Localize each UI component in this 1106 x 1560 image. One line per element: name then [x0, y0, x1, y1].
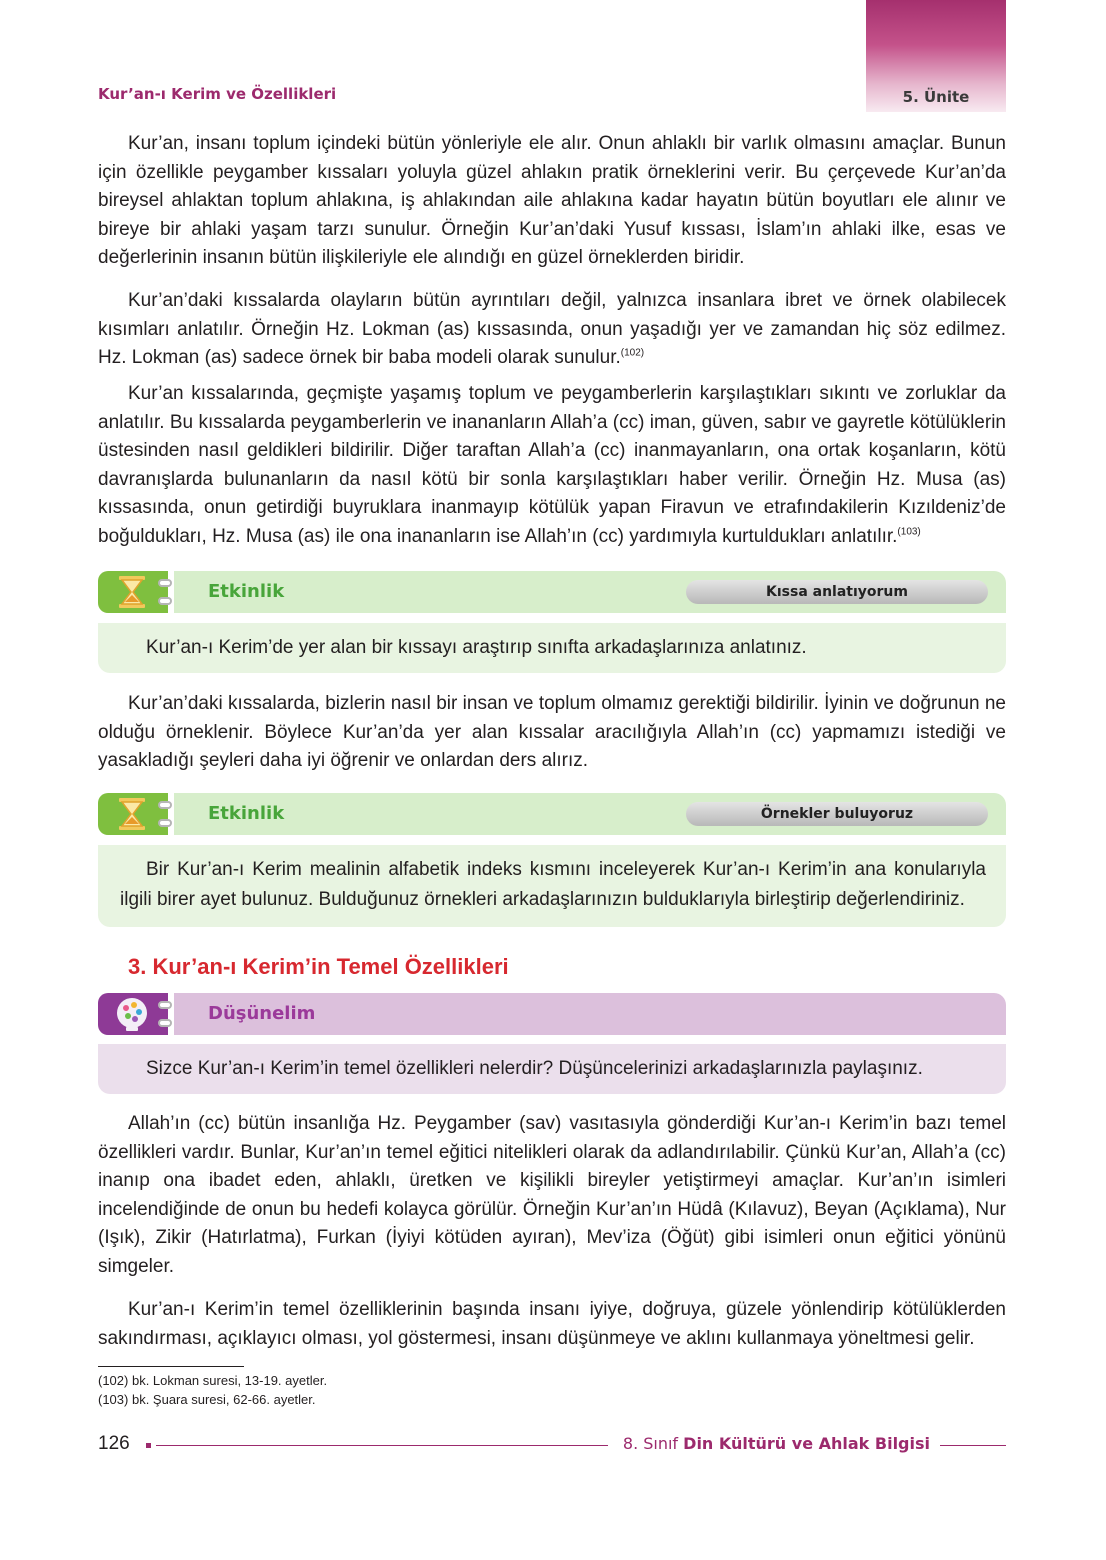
unit-label: 5. Ünite — [902, 88, 970, 106]
binder-ring — [158, 1019, 172, 1027]
activity-body: Kur’an-ı Kerim’de yer alan bir kıssayı araştırıp sınıfta arkadaşlarınıza anlatınız. — [98, 623, 1006, 673]
footer-rule-left — [156, 1445, 608, 1446]
binder-ring — [158, 597, 172, 605]
thinking-icon-box — [98, 993, 168, 1035]
thinking-label: Düşünelim — [208, 1003, 316, 1024]
footnote-ref[interactable]: (103) — [897, 526, 921, 538]
footer-book-title: 8. Sınıf Din Kültürü ve Ahlak Bilgisi — [622, 1434, 930, 1453]
activity-subtitle: Örnekler buluyoruz — [686, 802, 988, 826]
footer-dot — [146, 1443, 151, 1448]
chapter-title: Kur’an-ı Kerim ve Özellikleri — [98, 85, 337, 103]
section-heading: 3. Kur’an-ı Kerim’in Temel Özellikleri — [128, 954, 509, 979]
activity-icon-box — [98, 793, 168, 835]
footnote-rule — [98, 1366, 244, 1367]
footnote-ref[interactable]: (102) — [620, 347, 645, 359]
thinking-head-icon — [98, 993, 168, 1035]
binder-ring — [158, 579, 172, 587]
page-number: 126 — [98, 1433, 130, 1454]
paragraph-1: Kur’an, insanı toplum içindeki bütün yönleriyle ele alır. Onun ahlaklı bir varlık olmasını amaçlar. Bunun için özellikle peygamber kıssaları yoluyla güzel ahlakın pratik örneklerini verir. Bu çerçevede Kur’an’da bireysel ahlaktan toplum ahlakına, iş ahlakından aile ahlakına kadar hayatın bütün boyutları ele alınır ve bireye bir ahlaki yaşam tarzı sunulur. Örneğin Kur’an’daki Yusuf kıssası, İslam’ın ahlaki ilke, esas ve değerlerinin insanın bütün ilişkileriyle ele alındığı en güzel örneklerden biridir. — [98, 133, 1006, 268]
activity-header — [98, 571, 1006, 613]
thinking-body: Sizce Kur’an-ı Kerim’in temel özellikleri nelerdir? Düşüncelerinizi arkadaşlarınızla paylaşınız. — [98, 1044, 1006, 1094]
binder-ring — [158, 1001, 172, 1009]
paragraph-3: Kur’an kıssalarında, geçmişte yaşamış toplum ve peygamberlerin karşılaştıkları sıkıntı ve zorluklar da anlatılır. Bu kıssalarda peygamberlerin ve inananların Allah’a (cc) iman, güven, sabır ve gayretle kötülüklerin üstesinden nasıl geldikleri bildirilir. Diğer taraftan Allah’a (cc) inanmayanların, ona ortak koşanların, kötü davranışlarda bulunanların da nasıl kötü bir sonla karşılaştıkları haber verilir. Örneğin Hz. Musa (as) kıssasında, onun getirdiği buyruklara inanmayıp kötülük yapan Firavun ve etrafındakilerin Kızıldeniz’de boğuldukları, Hz. Musa (as) ile ona inananların ise Allah’ın (cc) yardımıyla kurtuldukları anlatılır.$^{(103)}$ — [98, 383, 1006, 547]
activity-subtitle: Kıssa anlatıyorum — [686, 580, 988, 604]
binder-ring — [158, 801, 172, 809]
paragraph-2: Kur’an’daki kıssalarda olayların bütün ayrıntıları değil, yalnızca insanlara ibret ve örnek olabilecek kısımları anlatılır. Örneğin Hz. Lokman (as) kıssasında, onun yaşadığı yer ve zamandan hiç söz edilmez. Hz. Lokman (as) sadece örnek bir baba modeli olarak sunulur.$^{(102)}$ — [98, 290, 1006, 368]
activity-icon-box — [98, 571, 168, 613]
footer-rule-right — [940, 1445, 1006, 1446]
paragraph-5: Allah’ın (cc) bütün insanlığa Hz. Peygamber (sav) vasıtasıyla gönderdiği Kur’an-ı Kerim’in bazı temel özellikleri vardır. Bunlar, Kur’an’ın temel eğitici nitelikleri olarak da adlandırılabilir. Çünkü Kur’an, Allah’a (cc) inanıp ona ibadet eden, ahlaklı, üretken ve kişilikli bireyler yetiştirmeyi amaçlar. Kur’an’ın isimleri incelendiğinde de onun bu hedefi kolayca görülür. Örneğin Kur’an’ın Hüdâ (Kılavuz), Beyan (Açıklama), Nur (Işık), Zikir (Hatırlatma), Furkan (İyiyi kötüden ayıran), Mev’iza (Öğüt) gibi isimleri onun eğitici yönünü simgeler. — [98, 1113, 1006, 1277]
thinking-header — [98, 993, 1006, 1035]
activity-header — [98, 793, 1006, 835]
footnote-103: (103) bk. Şuara suresi, 62-66. ayetler. — [98, 1392, 316, 1407]
activity-label: Etkinlik — [208, 581, 285, 602]
binder-ring — [158, 819, 172, 827]
paragraph-6: Kur’an-ı Kerim’in temel özelliklerinin başında insanı iyiye, doğruya, güzele yönlendirip kötülüklerden sakındırması, açıklayıcı olması, yol göstermesi, insanı düşünmeye ve aklını kullanmaya yöneltmesi gelir. — [98, 1299, 1006, 1349]
activity-label: Etkinlik — [208, 803, 285, 824]
hourglass-icon — [98, 793, 168, 835]
hourglass-icon — [98, 571, 168, 613]
activity-body: Bir Kur’an-ı Kerim mealinin alfabetik indeks kısmını inceleyerek Kur’an-ı Kerim’in ana konularıyla ilgili birer ayet bulunuz. Bulduğunuz örnekleri arkadaşlarınızın bulduklarıyla birleştirip değerlendiriniz. — [98, 845, 1006, 927]
paragraph-4: Kur’an’daki kıssalarda, bizlerin nasıl bir insan ve toplum olmamız gerektiği bildirilir. İyinin ve doğrunun ne olduğu örneklenir. Böylece Kur’an’da yer alan kıssalar aracılığıyla Allah’ın (cc) yapmamızı istediği ve yasakladığı şeyleri daha iyi öğrenir ve onlardan ders alırız. — [98, 693, 1006, 771]
footnote-102: (102) bk. Lokman suresi, 13-19. ayetler. — [98, 1373, 328, 1388]
